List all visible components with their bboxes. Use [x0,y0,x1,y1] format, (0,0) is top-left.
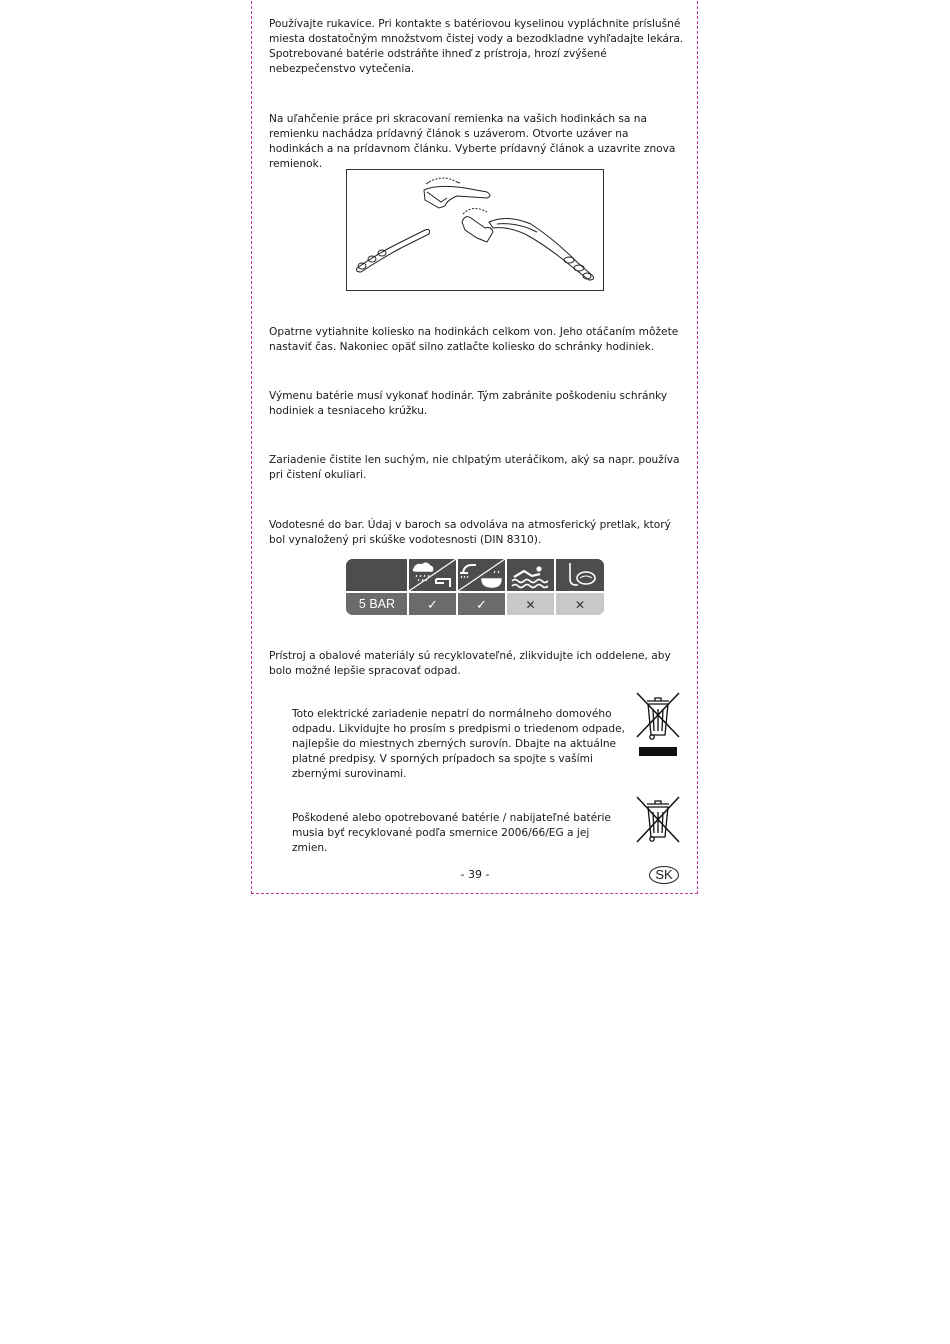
check-icon: ✓ [427,598,438,613]
check-icon: ✓ [476,598,487,613]
weee-paragraph: Toto elektrické zariadenie nepatrí do normálneho domového odpadu. Likvidujte ho prosím s predpismi o triedenom odpade, najlepšie do miestnych zberných surovín. Dbajte na aktuálne platné predpisy. V sporných prípadoch sa spojte s vašími zbernými surovinami. [292,708,626,780]
battery-change-paragraph: Výmenu batérie musí vykonať hodinár. Tým zabránite poškodeniu schránky hodiniek a tesniaceho krúžku. [269,390,668,417]
cross-icon: ✕ [525,598,536,612]
water-resistance-table [346,559,604,615]
strap-illustration [346,169,604,291]
rating-label: 5 BAR [358,597,396,611]
cleaning-paragraph: Zariadenie čistite len suchým, nie chlpatým uteráčikom, aký sa napr. používa pri čistení okuliari. [269,454,680,481]
time-setting-paragraph: Opatrne vytiahnite koliesko na hodinkách celkom von. Jeho otáčaním môžete nastaviť čas. Nakoniec opäť silno zatlačte koliesko do schránky hodiniek. [269,326,679,353]
page-number: - 39 - [460,868,490,881]
cross-icon: ✕ [574,598,586,612]
batteries-disposal-paragraph: Poškodené alebo opotrebované batérie / nabijateľné batérie musia byť recyklované podľa smernice 2006/66/EG a jej zmien. [292,812,611,854]
table-header-blank [346,559,407,591]
language-badge: SK [649,866,679,884]
recycling-paragraph: Prístroj a obalové materiály sú recyklovateľné, zlikvidujte ich oddelene, aby bolo možné lepšie spracovať odpad. [269,650,671,677]
battery-warning-paragraph: Používajte rukavice. Pri kontakte s batériovou kyselinou vypláchnite príslušné miesta dostatočným množstvom čistej vody a bezodkladne vyhľadajte lekára. Spotrebované batérie odstráňte ihneď z prístroja, hrozí zvýšené nebezpečenstvo vytečenia. [269,18,684,75]
crossed-bin-icon [635,796,681,844]
watch-strap-links-drawing [347,170,603,290]
waterproof-paragraph: Vodotesné do bar. Údaj v baroch sa odvoláva na atmosferický pretlak, ktorý bol vynaložený pri skúške vodotesnosti (DIN 8310). [269,519,671,546]
strap-paragraph: Na uľahčenie práce pri skracovaní remienka na vašich hodinkách sa na remienku nachádza prídavný článok s uzáverom. Otvorte uzáver na hodinkách a na prídavnom článku. Vyberte prídavný článok a uzavrite znova remienok. [269,113,676,170]
crossed-bin-with-bar-icon [635,691,681,761]
